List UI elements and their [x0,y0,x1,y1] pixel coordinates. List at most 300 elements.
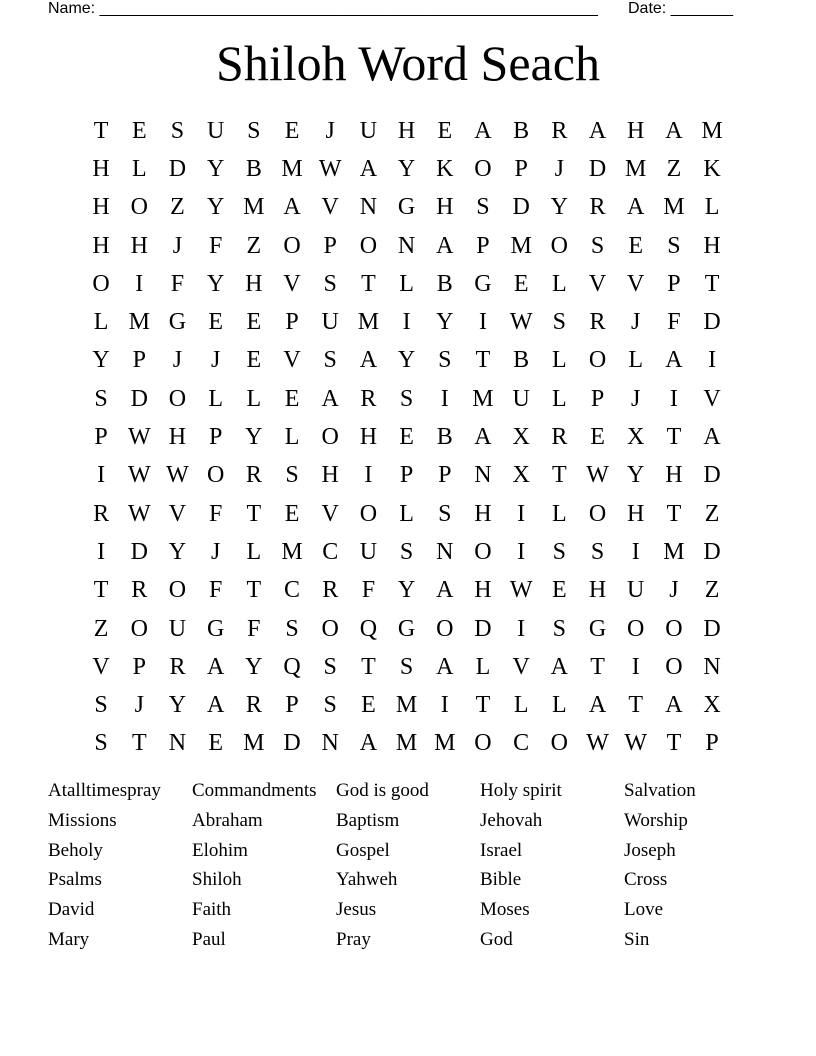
grid-letter[interactable]: I [517,538,526,565]
grid-letter[interactable]: L [552,347,567,374]
grid-letter[interactable]: Y [92,347,110,374]
grid-letter[interactable]: W [509,309,533,336]
grid-letter[interactable]: U [512,385,530,412]
grid-letter[interactable]: F [170,270,185,297]
grid-letter[interactable]: P [399,462,414,489]
grid-letter[interactable]: T [666,424,682,451]
grid-letter[interactable]: S [476,194,490,221]
grid-letter[interactable]: M [243,194,265,221]
grid-letter[interactable]: R [589,309,606,336]
grid-letter[interactable]: S [667,232,681,259]
grid-letter[interactable]: H [92,155,110,182]
grid-letter[interactable]: A [436,232,454,259]
grid-letter[interactable]: A [206,692,225,719]
grid-letter[interactable]: H [92,194,110,221]
grid-letter[interactable]: D [703,538,721,565]
grid-letter[interactable]: J [631,385,641,412]
grid-letter[interactable]: E [284,117,300,144]
grid-letter[interactable]: Y [168,692,187,719]
grid-letter[interactable]: O [359,500,378,527]
grid-letter[interactable]: U [206,117,225,144]
grid-letter[interactable]: R [589,194,606,221]
word-list-item: Salvation [624,780,696,801]
grid-letter[interactable]: O [474,538,492,565]
grid-letter[interactable]: W [127,500,151,527]
grid-letter[interactable]: O [168,577,187,604]
grid-letter[interactable]: H [359,424,378,451]
grid-letter[interactable]: I [708,347,717,374]
grid-letter[interactable]: F [208,232,223,259]
grid-letter[interactable]: H [436,194,454,221]
grid-letter[interactable]: V [283,347,301,374]
grid-letter[interactable]: S [94,385,108,412]
grid-letter[interactable]: P [285,309,299,336]
grid-letter[interactable]: T [628,692,644,719]
grid-letter[interactable]: L [208,385,223,412]
grid-letter[interactable]: D [703,615,721,642]
grid-letter[interactable]: V [588,270,607,297]
grid-letter[interactable]: L [552,692,567,719]
grid-letter[interactable]: M [395,730,418,757]
grid-letter[interactable]: T [590,653,605,680]
grid-letter[interactable]: S [247,117,261,144]
grid-letter[interactable]: B [436,270,453,297]
grid-letter[interactable]: T [666,730,682,757]
grid-letter[interactable]: E [552,577,567,604]
grid-letter[interactable]: H [168,424,187,451]
grid-letter[interactable]: L [704,194,720,221]
grid-letter[interactable]: I [364,462,373,489]
grid-letter[interactable]: K [703,155,721,182]
grid-letter[interactable]: T [361,270,376,297]
grid-letter[interactable]: O [588,500,607,527]
grid-letter[interactable]: R [360,385,377,412]
grid-letter[interactable]: J [134,692,144,719]
grid-letter[interactable]: H [397,117,416,144]
grid-letter[interactable]: W [509,577,533,604]
grid-letter[interactable]: J [172,232,183,259]
grid-letter[interactable]: X [703,692,721,719]
grid-letter[interactable]: O [436,615,454,642]
grid-letter[interactable]: N [168,730,187,757]
grid-letter[interactable]: Y [397,577,416,604]
grid-letter[interactable]: S [323,270,337,297]
grid-letter[interactable]: O [168,385,187,412]
grid-letter[interactable]: T [93,577,109,604]
grid-letter[interactable]: Y [168,538,187,565]
grid-letter[interactable]: L [552,270,567,297]
grid-letter[interactable]: A [627,194,645,221]
grid-letter[interactable]: N [474,462,492,489]
grid-letter[interactable]: E [590,424,605,451]
grid-letter[interactable]: Z [704,500,720,527]
grid-letter[interactable]: O [474,730,492,757]
grid-letter[interactable]: I [97,538,106,565]
grid-letter[interactable]: G [397,194,416,221]
grid-letter[interactable]: T [361,653,376,680]
grid-letter[interactable]: S [285,615,299,642]
grid-letter[interactable]: R [245,462,262,489]
grid-letter[interactable]: W [166,462,189,489]
grid-letter[interactable]: E [208,730,223,757]
grid-letter[interactable]: A [359,730,378,757]
grid-letter[interactable]: H [474,577,492,604]
grid-letter[interactable]: O [665,615,683,642]
grid-letter[interactable]: S [399,385,414,412]
grid-letter[interactable]: A [321,385,339,412]
grid-letter[interactable]: R [322,577,339,604]
grid-letter[interactable]: H [92,232,110,259]
grid-letter[interactable]: L [552,385,567,412]
grid-letter[interactable]: G [397,615,416,642]
grid-letter[interactable]: M [663,194,685,221]
grid-letter[interactable]: B [513,117,530,144]
grid-letter[interactable]: P [590,385,605,412]
grid-letter[interactable]: L [399,270,414,297]
grid-letter[interactable]: L [246,538,262,565]
grid-letter[interactable]: M [510,232,532,259]
grid-letter[interactable]: S [285,462,299,489]
grid-letter[interactable]: M [625,155,647,182]
grid-letter[interactable]: O [206,462,225,489]
grid-letter[interactable]: D [474,615,492,642]
grid-letter[interactable]: V [627,270,645,297]
grid-letter[interactable]: P [132,347,146,374]
grid-letter[interactable]: O [321,615,339,642]
grid-letter[interactable]: A [474,424,492,451]
grid-letter[interactable]: E [208,309,223,336]
grid-letter[interactable]: W [318,155,342,182]
grid-letter[interactable]: H [665,462,683,489]
grid-letter[interactable]: S [552,615,567,642]
grid-letter[interactable]: O [474,155,492,182]
grid-letter[interactable]: V [321,500,339,527]
grid-letter[interactable]: I [517,615,526,642]
grid-letter[interactable]: L [93,309,109,336]
grid-letter[interactable]: T [246,577,262,604]
grid-letter[interactable]: L [552,500,567,527]
grid-letter[interactable]: R [551,117,568,144]
grid-letter[interactable]: B [436,424,453,451]
grid-letter[interactable]: N [703,653,721,680]
grid-letter[interactable]: E [399,424,414,451]
grid-letter[interactable]: H [321,462,339,489]
grid-letter[interactable]: H [130,232,148,259]
grid-letter[interactable]: S [438,347,452,374]
grid-letter[interactable]: X [512,424,530,451]
grid-letter[interactable]: G [206,615,225,642]
grid-letter[interactable]: F [361,577,376,604]
grid-letter[interactable]: I [517,500,526,527]
grid-letter[interactable]: J [554,155,565,182]
grid-letter[interactable]: S [323,347,337,374]
grid-letter[interactable]: S [552,309,567,336]
grid-letter[interactable]: H [588,577,607,604]
word-list-item: Shiloh [192,869,242,891]
grid-letter[interactable]: A [703,424,721,451]
grid-letter[interactable]: Y [206,155,225,182]
grid-letter[interactable]: L [131,155,147,182]
grid-letter[interactable]: L [284,424,300,451]
grid-letter[interactable]: O [627,615,645,642]
grid-letter[interactable]: T [666,500,682,527]
grid-letter[interactable]: L [399,500,414,527]
grid-letter[interactable]: B [513,347,530,374]
grid-letter[interactable]: F [208,500,223,527]
grid-letter[interactable]: P [514,155,528,182]
grid-letter[interactable]: O [359,232,378,259]
grid-letter[interactable]: M [663,538,685,565]
grid-letter[interactable]: B [245,155,262,182]
grid-letter[interactable]: E [628,232,644,259]
grid-letter[interactable]: L [246,385,262,412]
grid-letter[interactable]: A [550,653,569,680]
grid-letter[interactable]: R [169,653,186,680]
grid-letter[interactable]: D [588,155,607,182]
grid-letter[interactable]: J [210,538,221,565]
grid-letter[interactable]: Y [627,462,645,489]
grid-letter[interactable]: D [130,538,148,565]
grid-letter[interactable]: E [131,117,147,144]
grid-letter[interactable]: U [359,117,378,144]
grid-letter[interactable]: U [168,615,187,642]
grid-letter[interactable]: E [513,270,529,297]
name-field-label[interactable]: Name: ________________________________________________________ [48,0,598,17]
grid-letter[interactable]: O [92,270,110,297]
grid-letter[interactable]: T [93,117,109,144]
grid-letter[interactable]: V [92,653,110,680]
grid-letter[interactable]: T [131,730,147,757]
grid-letter[interactable]: A [665,117,683,144]
grid-letter[interactable]: L [628,347,644,374]
grid-letter[interactable]: W [586,462,609,489]
grid-letter[interactable]: W [127,424,151,451]
grid-letter[interactable]: A [665,347,683,374]
grid-letter[interactable]: M [128,309,150,336]
grid-letter[interactable]: E [437,117,453,144]
grid-letter[interactable]: P [285,692,299,719]
grid-letter[interactable]: T [475,692,491,719]
grid-letter[interactable]: A [283,194,301,221]
grid-letter[interactable]: Z [170,194,185,221]
grid-letter[interactable]: Q [283,653,301,680]
grid-letter[interactable]: H [627,500,645,527]
grid-letter[interactable]: I [440,385,449,412]
grid-letter[interactable]: T [704,270,720,297]
grid-letter[interactable]: N [321,730,339,757]
grid-letter[interactable]: P [705,730,719,757]
grid-letter[interactable]: W [127,462,151,489]
grid-letter[interactable]: P [132,653,146,680]
grid-letter[interactable]: C [284,577,301,604]
grid-letter[interactable]: L [513,692,529,719]
grid-letter[interactable]: H [703,232,721,259]
grid-letter[interactable]: C [513,730,530,757]
grid-letter[interactable]: O [130,615,148,642]
grid-letter[interactable]: O [321,424,339,451]
grid-letter[interactable]: Y [206,270,225,297]
grid-letter[interactable]: R [93,500,110,527]
grid-letter[interactable]: Y [397,347,416,374]
grid-letter[interactable]: Y [245,424,263,451]
grid-letter[interactable]: O [130,194,148,221]
grid-letter[interactable]: O [283,232,301,259]
grid-letter[interactable]: S [399,538,414,565]
grid-letter[interactable]: G [168,309,187,336]
grid-letter[interactable]: J [669,577,679,604]
grid-letter[interactable]: S [170,117,185,144]
grid-letter[interactable]: M [281,538,303,565]
grid-letter[interactable]: D [130,385,148,412]
grid-letter[interactable]: O [665,653,683,680]
grid-letter[interactable]: C [322,538,339,565]
grid-letter[interactable]: V [168,500,187,527]
grid-letter[interactable]: F [208,577,223,604]
grid-letter[interactable]: D [512,194,530,221]
grid-letter[interactable]: S [399,653,414,680]
grid-letter[interactable]: Y [397,155,416,182]
grid-letter[interactable]: Z [93,615,109,642]
grid-letter[interactable]: S [323,692,337,719]
grid-letter[interactable]: I [135,270,144,297]
grid-letter[interactable]: A [474,117,492,144]
grid-letter[interactable]: M [434,730,456,757]
grid-letter[interactable]: M [472,385,494,412]
grid-letter[interactable]: P [476,232,490,259]
word-list-item: Worship [624,809,688,831]
word-list-item: Baptism [336,809,400,831]
grid-letter[interactable]: W [586,730,609,757]
grid-letter[interactable]: N [436,538,454,565]
grid-letter[interactable]: S [552,538,567,565]
word-list-item: God is good [336,780,429,801]
grid-letter[interactable]: Y [436,309,454,336]
grid-letter[interactable]: U [321,309,339,336]
word-list-item: David [48,899,95,921]
grid-letter[interactable]: F [247,615,261,642]
grid-letter[interactable]: R [245,692,262,719]
grid-letter[interactable]: I [440,692,449,719]
grid-letter[interactable]: H [474,500,492,527]
grid-letter[interactable]: S [94,730,108,757]
grid-letter[interactable]: A [206,653,225,680]
word-list-item: Love [624,899,664,921]
grid-letter[interactable]: I [669,385,678,412]
grid-letter[interactable]: Q [359,615,378,642]
grid-letter[interactable]: I [478,309,487,336]
grid-letter[interactable]: I [402,309,411,336]
grid-letter[interactable]: J [172,347,183,374]
grid-letter[interactable]: Y [550,194,569,221]
grid-letter[interactable]: D [703,462,721,489]
grid-letter[interactable]: I [631,653,640,680]
grid-letter[interactable]: S [438,500,452,527]
grid-letter[interactable]: A [436,577,454,604]
grid-letter[interactable]: V [512,653,530,680]
grid-letter[interactable]: V [703,385,721,412]
grid-letter[interactable]: E [284,500,300,527]
grid-letter[interactable]: U [359,538,378,565]
grid-letter[interactable]: A [665,692,683,719]
grid-letter[interactable]: U [627,577,645,604]
grid-letter[interactable]: S [323,653,337,680]
grid-letter[interactable]: V [321,194,339,221]
grid-letter[interactable]: K [436,155,454,182]
grid-letter[interactable]: H [245,270,263,297]
date-field-label[interactable]: Date: _______ [628,0,733,17]
grid-letter[interactable]: P [667,270,681,297]
grid-letter[interactable]: E [361,692,376,719]
grid-letter[interactable]: M [701,117,723,144]
grid-letter[interactable]: P [323,232,337,259]
grid-letter[interactable]: S [590,538,605,565]
grid-letter[interactable]: W [624,730,648,757]
grid-letter[interactable]: L [475,653,491,680]
grid-letter[interactable]: I [97,462,106,489]
grid-letter[interactable]: I [631,538,640,565]
grid-letter[interactable]: P [94,424,108,451]
grid-letter[interactable]: N [397,232,416,259]
word-list-item: Jesus [336,899,377,921]
grid-letter[interactable]: M [281,155,303,182]
grid-letter[interactable]: S [94,692,108,719]
grid-letter[interactable]: J [631,309,641,336]
grid-letter[interactable]: O [550,730,569,757]
grid-letter[interactable]: A [359,347,378,374]
grid-letter[interactable]: P [438,462,452,489]
word-list-item: Abraham [192,809,263,831]
grid-letter[interactable]: V [283,270,301,297]
grid-letter[interactable]: Y [206,194,225,221]
grid-letter[interactable]: A [588,692,607,719]
grid-letter[interactable]: X [627,424,645,451]
grid-letter[interactable]: D [283,730,301,757]
grid-letter[interactable]: Z [704,577,720,604]
grid-letter[interactable]: D [168,155,187,182]
grid-letter[interactable]: O [588,347,607,374]
grid-letter[interactable]: S [590,232,605,259]
grid-letter[interactable]: M [357,309,380,336]
grid-letter[interactable]: A [588,117,607,144]
grid-letter[interactable]: A [359,155,378,182]
grid-letter[interactable]: E [246,309,262,336]
grid-letter[interactable]: E [284,385,300,412]
grid-letter[interactable]: A [436,653,454,680]
grid-letter[interactable]: D [703,309,721,336]
grid-letter[interactable]: J [325,117,335,144]
grid-letter[interactable]: M [243,730,265,757]
grid-letter[interactable]: G [588,615,607,642]
grid-letter[interactable]: J [210,347,221,374]
grid-letter[interactable]: Z [246,232,262,259]
grid-letter[interactable]: N [359,194,378,221]
grid-letter[interactable]: R [131,577,148,604]
grid-letter[interactable]: Z [666,155,682,182]
grid-letter[interactable]: X [512,462,530,489]
grid-letter[interactable]: M [395,692,418,719]
grid-letter[interactable]: T [246,500,262,527]
grid-letter[interactable]: F [667,309,681,336]
grid-letter[interactable]: R [551,424,568,451]
grid-letter[interactable]: T [475,347,491,374]
grid-letter[interactable]: Y [245,653,263,680]
grid-letter[interactable]: T [552,462,567,489]
grid-letter[interactable]: E [246,347,262,374]
grid-letter[interactable]: P [208,424,223,451]
grid-letter[interactable]: H [627,117,645,144]
grid-letter[interactable]: O [550,232,569,259]
grid-letter[interactable]: G [474,270,492,297]
